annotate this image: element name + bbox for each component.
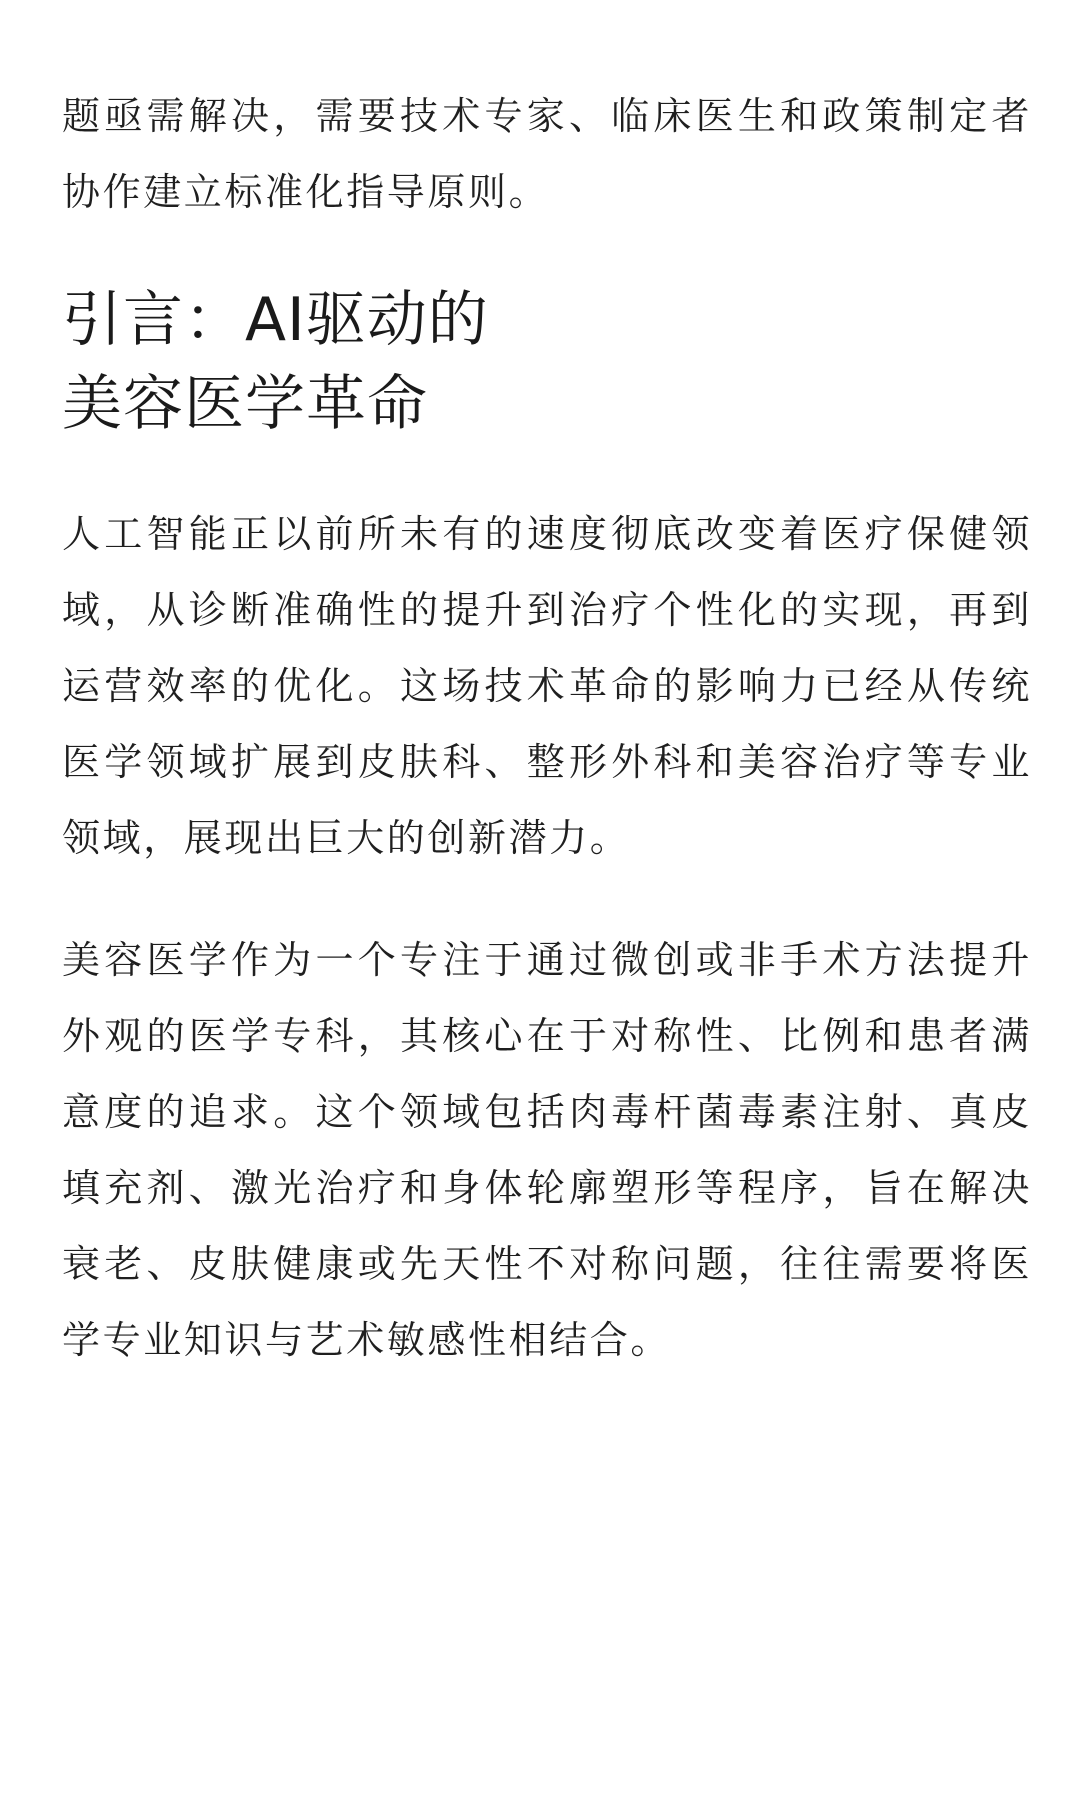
section-title-line-1: 引言：AI驱动的 — [62, 285, 489, 355]
paragraph-ai-healthcare: 人工智能正以前所未有的速度彻底改变着医疗保健领域，从诊断准确性的提升到治疗个性化的实现，再到运营效率的优化。这场技术革命的影响力已经从传统医学领域扩展到皮肤科、整形外科和美容治疗等专业领域，展现出巨大的创新潜力。 — [62, 512, 1032, 860]
paragraph-aesthetic-medicine: 美容医学作为一个专注于通过微创或非手术方法提升外观的医学专科，其核心在于对称性、比例和患者满意度的追求。这个领域包括肉毒杆菌毒素注射、真皮填充剂、激光治疗和身体轮廓塑形等程序，旨在解决衰老、皮肤健康或先天性不对称问题，往往需要将医学专业知识与艺术敏感性相结合。 — [62, 938, 1032, 1362]
intro-paragraph-tail: 题亟需解决，需要技术专家、临床医生和政策制定者协作建立标准化指导原则。 — [62, 94, 1032, 214]
section-title — [62, 278, 1032, 446]
section-title-line-2: 美容医学革命 — [62, 369, 428, 439]
